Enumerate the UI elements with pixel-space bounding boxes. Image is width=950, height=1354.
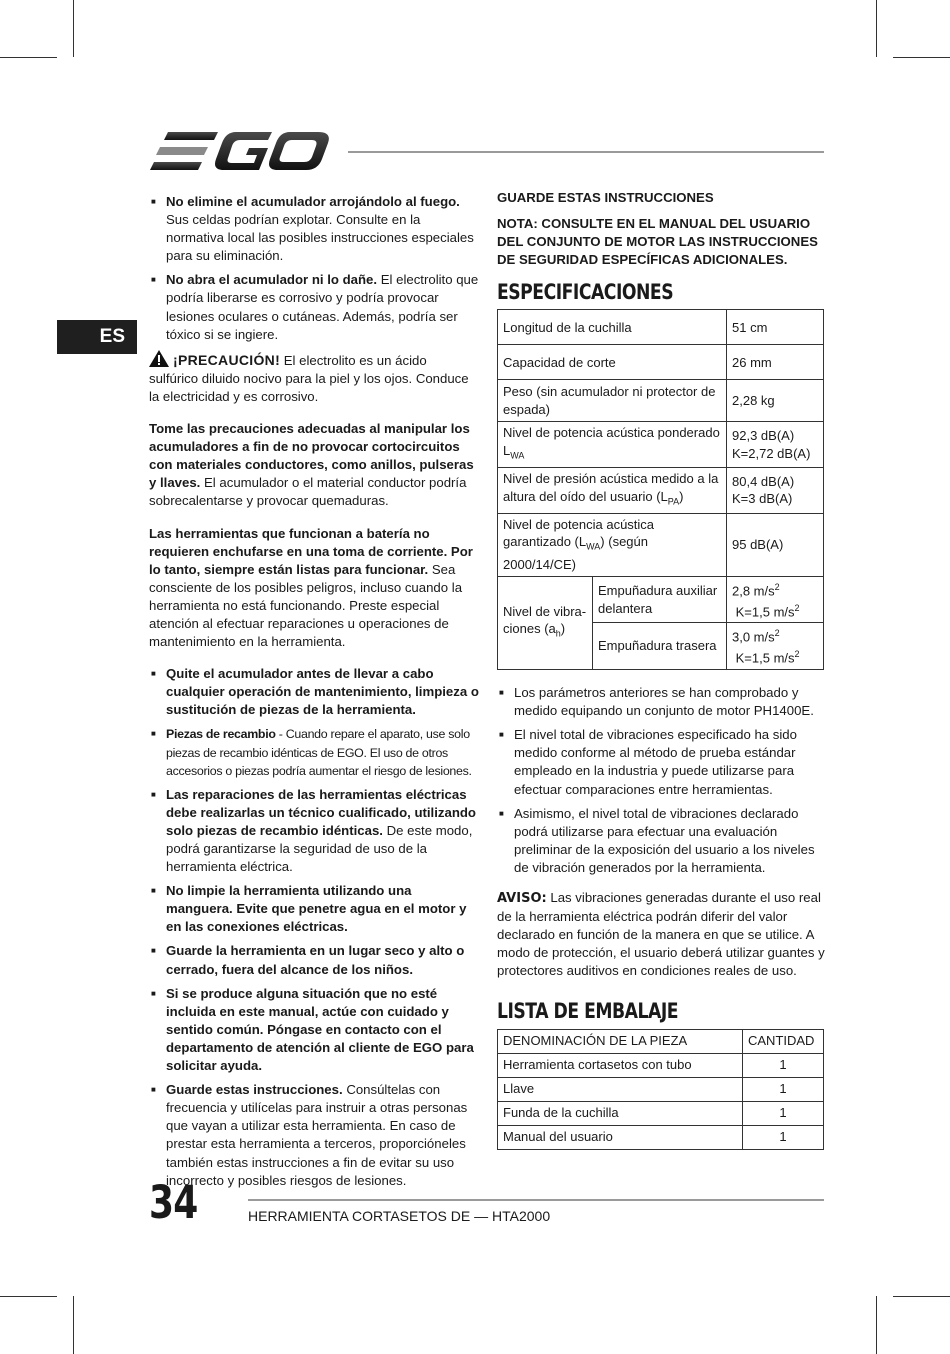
spec-label-tail: ) xyxy=(560,621,566,637)
crop-mark xyxy=(876,1296,877,1354)
superscript: 2 xyxy=(794,649,800,660)
spec-label xyxy=(498,513,727,576)
spec-sublabel: Empuñadura auxiliar delantera xyxy=(593,576,727,623)
item-qty: 1 xyxy=(743,1053,824,1077)
superscript: 2 xyxy=(794,602,800,613)
bullet-text: Sus celdas podrían explotar. Consulte en la normativa local las posibles instrucciones especiales para su eliminación. xyxy=(166,212,474,264)
crop-mark xyxy=(893,57,950,58)
aviso-text: Las vibraciones generadas durante el uso real de la herramienta eléctrica podrán diferir del valor declarado en función de la manera en que se utilice. A modo de protección, el usuario deberá utilizar guantes y protectores auditivos en condiciones reales de uso. xyxy=(497,890,825,979)
spec-label-tail: ) xyxy=(679,488,684,504)
bullet-bold: Quite el acumulador antes de llevar a cabo cualquier operación de mantenimiento, limpieza o sustitución de piezas de la herramienta. xyxy=(166,666,479,718)
superscript: 2 xyxy=(774,581,780,592)
bullet-bold: Guarde estas instrucciones. xyxy=(166,1082,343,1098)
bullet-item xyxy=(149,1081,479,1190)
spec-value-line: K=1,5 m/s xyxy=(735,650,795,666)
page-number: 34 xyxy=(149,1176,198,1229)
bullet-item xyxy=(149,786,479,876)
item-qty: 1 xyxy=(743,1101,824,1125)
packing-list-title: LISTA DE EMBALAJE xyxy=(497,999,679,1024)
item-qty: 1 xyxy=(743,1125,824,1149)
aviso-paragraph xyxy=(497,889,825,980)
paragraph xyxy=(149,525,479,652)
table-row xyxy=(498,1077,824,1101)
header-rule xyxy=(348,151,824,153)
spec-value: 95 dB(A) xyxy=(727,513,824,576)
caution-paragraph xyxy=(149,350,479,406)
crop-mark xyxy=(0,1296,57,1297)
crop-mark xyxy=(0,57,57,58)
caution-label: ¡PRECAUCIÓN! xyxy=(173,351,281,368)
spec-value xyxy=(727,623,824,670)
spec-value-line: 80,4 dB(A) xyxy=(732,473,795,489)
bullet-item xyxy=(149,985,479,1075)
aviso-label: AVISO: xyxy=(497,891,547,906)
table-header-row xyxy=(498,1029,824,1053)
column-header: DENOMINACIÓN DE LA PIEZA xyxy=(498,1029,743,1053)
table-row xyxy=(498,513,824,576)
spec-sublabel: Empuñadura trasera xyxy=(593,623,727,670)
paragraph-text: El acumulador o el material conductor podría sobrecalentarse y provocar quemaduras. xyxy=(149,475,467,509)
right-column xyxy=(497,189,825,1150)
spec-value xyxy=(727,576,824,623)
table-row xyxy=(498,1101,824,1125)
paragraph xyxy=(149,420,479,510)
table-row xyxy=(498,468,824,514)
bullet-item: ■ Los parámetros anteriores se han comprobado y medido equipando un conjunto de motor PH1400E. xyxy=(497,684,825,720)
bullet-bold: Piezas de recambio xyxy=(166,727,276,742)
crop-mark xyxy=(876,0,877,57)
caution-text: El electrolito es un ácido sulfúrico diluido nocivo para la piel y los ojos. Conduce la electricidad y es corrosivo. xyxy=(149,352,469,404)
spec-value: 2,28 kg xyxy=(727,380,824,422)
bullet-item xyxy=(149,725,479,779)
crop-mark xyxy=(73,0,74,57)
spec-value-line: K=2,72 dB(A) xyxy=(732,445,811,461)
table-row xyxy=(498,1053,824,1077)
bullet-item: ■ Asimismo, el nivel total de vibraciones declarado podrá utilizarse para efectuar una evaluación preliminar de la exposición del usuario a los niveles de vibración generados por la herramienta. xyxy=(497,805,825,877)
bullet-bold: Las reparaciones de las herramientas eléctricas debe realizarlas un técnico cualificado, utilizando solo piezas de recambio idénticas. xyxy=(166,786,476,838)
bullet-item: ■ El nivel total de vibraciones especificado ha sido medido conforme al método de prueba estándar empleado en la industria y puede utilizarse para efectuar comparaciones entre herramientas. xyxy=(497,726,825,798)
spec-label: Peso (sin acumulador ni protector de espada) xyxy=(498,380,727,422)
spec-label xyxy=(498,422,727,468)
warning-icon xyxy=(149,350,169,367)
bullet-item xyxy=(149,665,479,719)
bullet-bold: No elimine el acumulador arrojándolo al fuego. xyxy=(166,194,460,209)
table-row xyxy=(498,380,824,422)
bullet-text: Consúltelas con frecuencia y utilícelas para instruir a otras personas que vayan a utilizar esta herramienta. En caso de prestar esta herramienta a terceros, proporcióneles también estas instrucciones a fin de evitar su uso incorrecto y posibles riesgos de lesiones. xyxy=(166,1082,468,1188)
spec-label-text: Nivel de potencia acústica ponderado L xyxy=(503,425,720,458)
language-tab: ES xyxy=(57,320,137,354)
paragraph-bold: Las herramientas que funcionan a batería no requieren enchufarse en una toma de corriente. Por lo tanto, siempre están listas para funcionar. xyxy=(149,525,473,577)
spec-value-line: 3,0 m/s xyxy=(732,629,775,645)
spec-value: 51 cm xyxy=(727,310,824,345)
item-name: Manual del usuario xyxy=(498,1125,743,1149)
bullet-text: - Cuando repare el aparato, use solo piezas de recambio idénticas de EGO. El uso de otros accesorios o piezas podría aumentar el riesgo de lesiones. xyxy=(166,727,472,778)
spec-value-line: 2,8 m/s xyxy=(732,583,775,599)
bullet-text: El electrolito que podría liberarse es corrosivo y podría provocar lesiones oculares o cutáneas. Además, podría ser tóxico si se ingiere. xyxy=(166,272,479,342)
bullet-bold: No abra el acumulador ni lo dañe. xyxy=(166,272,378,288)
spec-value-line: K=1,5 m/s xyxy=(735,603,795,619)
spec-label: Longitud de la cuchilla xyxy=(498,310,727,345)
table-row xyxy=(498,310,824,345)
column-header: CANTIDAD xyxy=(743,1029,824,1053)
spec-table xyxy=(497,309,824,670)
superscript: 2 xyxy=(774,628,780,639)
spec-label-text: Nivel de vibra-ciones (a xyxy=(503,603,587,637)
bullet-bold: No limpie la herramienta utilizando una manguera. Evite que penetre agua en el motor y en las conexiones eléctricas. xyxy=(166,883,467,935)
spec-value xyxy=(727,422,824,468)
paragraph-text: Sea consciente de los posibles peligros, incluso cuando la herramienta no está funcionando. Preste especial atención al efectuar reparaciones u operaciones de mantenimiento en la herramienta. xyxy=(149,561,463,650)
subscript: PA xyxy=(667,496,680,507)
subscript: h xyxy=(555,628,561,639)
spec-label xyxy=(498,468,727,514)
spec-label-text: Nivel de potencia acústica garantizado (L xyxy=(503,516,655,550)
spec-label xyxy=(498,576,593,669)
table-row xyxy=(498,422,824,468)
item-name: Herramienta cortasetos con tubo xyxy=(498,1053,743,1077)
spec-value-line: K=3 dB(A) xyxy=(732,491,793,507)
spec-value-line: 92,3 dB(A) xyxy=(732,428,795,444)
packing-table xyxy=(497,1029,824,1150)
paragraph-bold: Tome las precauciones adecuadas al manipular los acumuladores a fin de no provocar cortocircuitos con materiales conductores, como anillos, pulseras y llaves. xyxy=(149,421,474,491)
note-heading: NOTA: CONSULTE EN EL MANUAL DEL USUARIO DEL CONJUNTO DE MOTOR LAS INSTRUCCIONES DE SEGURIDAD ESPECÍFICAS ADICIONALES. xyxy=(497,216,818,268)
subscript: WA xyxy=(586,541,601,552)
bullet-item xyxy=(149,271,479,343)
table-row xyxy=(498,576,824,623)
ego-logo xyxy=(150,130,330,172)
bullet-bold: Si se produce alguna situación que no esté incluida en este manual, actúe con cuidado y sentido común. Póngase en contacto con el departamento de atención al cliente de EGO para solicitar ayuda. xyxy=(166,985,474,1074)
crop-mark xyxy=(73,1296,74,1354)
table-row xyxy=(498,1125,824,1149)
table-row xyxy=(498,345,824,380)
item-name: Llave xyxy=(498,1077,743,1101)
spec-label-tail: ) (según 2000/14/CE) xyxy=(503,534,648,573)
subscript: WA xyxy=(510,450,525,461)
spec-label: Capacidad de corte xyxy=(498,345,727,380)
spec-title: ESPECIFICACIONES xyxy=(497,280,674,305)
bullet-item xyxy=(149,193,479,265)
left-column xyxy=(149,193,479,1196)
bullet-bold: Guarde la herramienta en un lugar seco y alto o cerrado, fuera del alcance de los niños. xyxy=(166,943,465,977)
footer-title: HERRAMIENTA CORTASETOS DE — HTA2000 xyxy=(248,1208,551,1224)
item-qty: 1 xyxy=(743,1077,824,1101)
spec-value xyxy=(727,468,824,514)
crop-mark xyxy=(893,1296,950,1297)
bullet-item xyxy=(149,882,479,936)
bullet-item xyxy=(149,942,479,978)
spec-label-text: Nivel de presión acústica medido a la altura del oído del usuario (L xyxy=(503,471,719,504)
bullet-text: De este modo, podrá garantizarse la seguridad de uso de la herramienta eléctrica. xyxy=(166,822,473,875)
spec-value: 26 mm xyxy=(727,345,824,380)
save-instructions-heading: GUARDE ESTAS INSTRUCCIONES xyxy=(497,190,714,205)
footer-rule xyxy=(248,1199,824,1201)
item-name: Funda de la cuchilla xyxy=(498,1101,743,1125)
